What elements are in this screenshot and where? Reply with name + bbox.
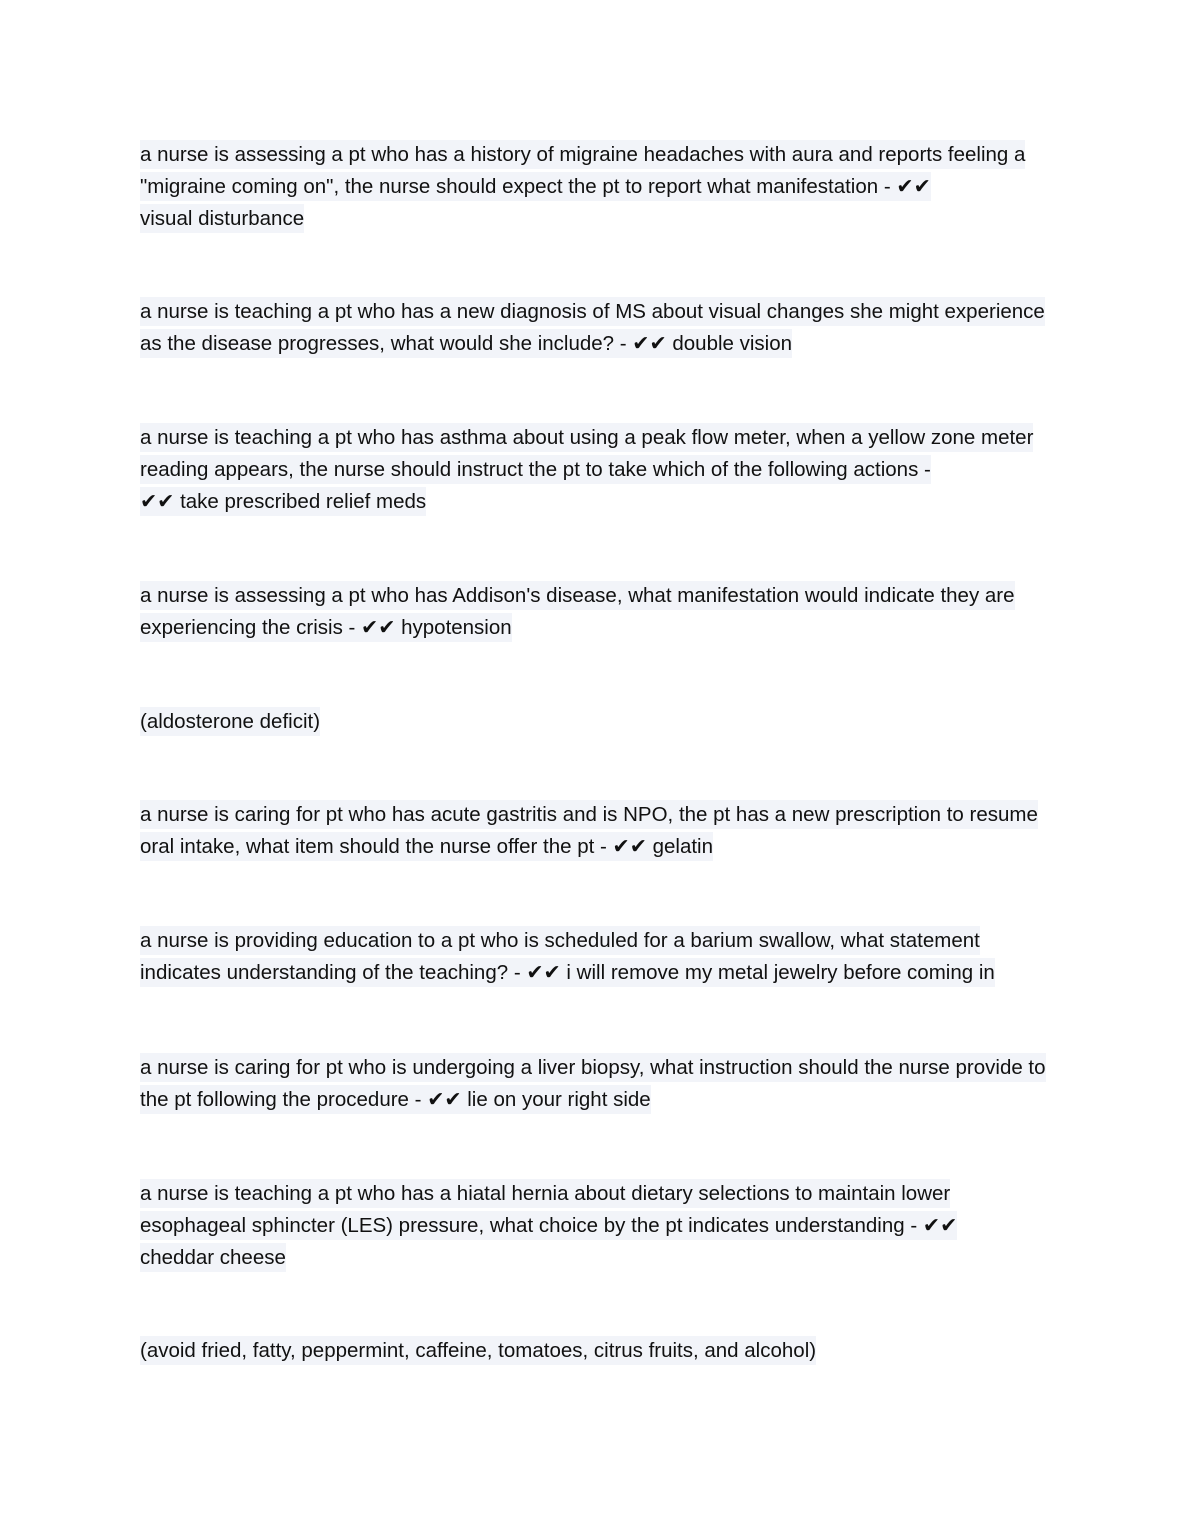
qa-item-8 xyxy=(140,1178,1060,1274)
answer-text: double vision xyxy=(672,332,793,355)
answer-text: i will remove my metal jewelry before coming in xyxy=(566,961,995,984)
qa-item-4-text xyxy=(140,581,1015,642)
answer-text: take prescribed relief meds xyxy=(180,490,427,513)
qa-item-4 xyxy=(140,580,1060,644)
question-text: a nurse is caring for pt who has acute gastritis and is NPO, the pt has a new prescription to resume oral intake, what item should the nurse offer the pt - xyxy=(140,803,1038,858)
note-1 xyxy=(140,706,1060,738)
note-text: (avoid fried, fatty, peppermint, caffeine, tomatoes, citrus fruits, and alcohol) xyxy=(140,1336,816,1365)
qa-item-6 xyxy=(140,925,1060,989)
double-check-icon: ✔✔ xyxy=(140,490,175,513)
qa-item-5 xyxy=(140,799,1060,863)
question-text: a nurse is teaching a pt who has a new diagnosis of MS about visual changes she might experience as the disease progresses, what would she include? - xyxy=(140,300,1045,355)
double-check-icon: ✔✔ xyxy=(526,961,561,984)
question-text: a nurse is caring for pt who is undergoing a liver biopsy, what instruction should the nurse provide to the pt following the procedure - xyxy=(140,1056,1046,1111)
qa-item-1-text xyxy=(140,140,1025,201)
qa-item-2-text xyxy=(140,297,1045,358)
qa-item-7 xyxy=(140,1052,1060,1116)
question-text: a nurse is assessing a pt who has a history of migraine headaches with aura and reports feeling a "migraine coming on", the nurse should expect the pt to report what manifestation - xyxy=(140,143,1026,198)
qa-item-2 xyxy=(140,296,1060,360)
double-check-icon: ✔✔ xyxy=(922,1214,958,1237)
double-check-icon: ✔✔ xyxy=(361,616,396,639)
answer-text: lie on your right side xyxy=(467,1088,651,1111)
answer-text: gelatin xyxy=(652,835,714,858)
double-check-icon: ✔✔ xyxy=(612,835,647,858)
qa-item-3 xyxy=(140,422,1060,518)
answer-text: cheddar cheese xyxy=(140,1243,286,1272)
qa-item-8-text xyxy=(140,1179,957,1240)
note-2 xyxy=(140,1335,1060,1367)
qa-item-3-text xyxy=(140,423,1033,516)
answer-text: visual disturbance xyxy=(140,204,304,233)
double-check-icon: ✔✔ xyxy=(427,1088,462,1111)
qa-item-1 xyxy=(140,139,1060,235)
question-text: a nurse is assessing a pt who has Addison's disease, what manifestation would indicate they are experiencing the crisis - xyxy=(140,584,1015,639)
double-check-icon: ✔✔ xyxy=(896,175,931,198)
qa-item-6-text xyxy=(140,926,995,987)
note-text: (aldosterone deficit) xyxy=(140,707,320,736)
answer-text: hypotension xyxy=(401,616,512,639)
qa-item-7-text xyxy=(140,1053,1046,1114)
question-text: a nurse is teaching a pt who has a hiatal hernia about dietary selections to maintain lower esophageal sphincter (LES) pressure, what choice by the pt indicates understanding - xyxy=(140,1182,951,1237)
qa-item-5-text xyxy=(140,800,1038,861)
question-text: a nurse is providing education to a pt who is scheduled for a barium swallow, what statement indicates understanding of the teaching? - xyxy=(140,929,980,984)
question-text: a nurse is teaching a pt who has asthma about using a peak flow meter, when a yellow zone meter reading appears, the nurse should instruct the pt to take which of the following actions - xyxy=(140,426,1034,481)
double-check-icon: ✔✔ xyxy=(632,332,667,355)
